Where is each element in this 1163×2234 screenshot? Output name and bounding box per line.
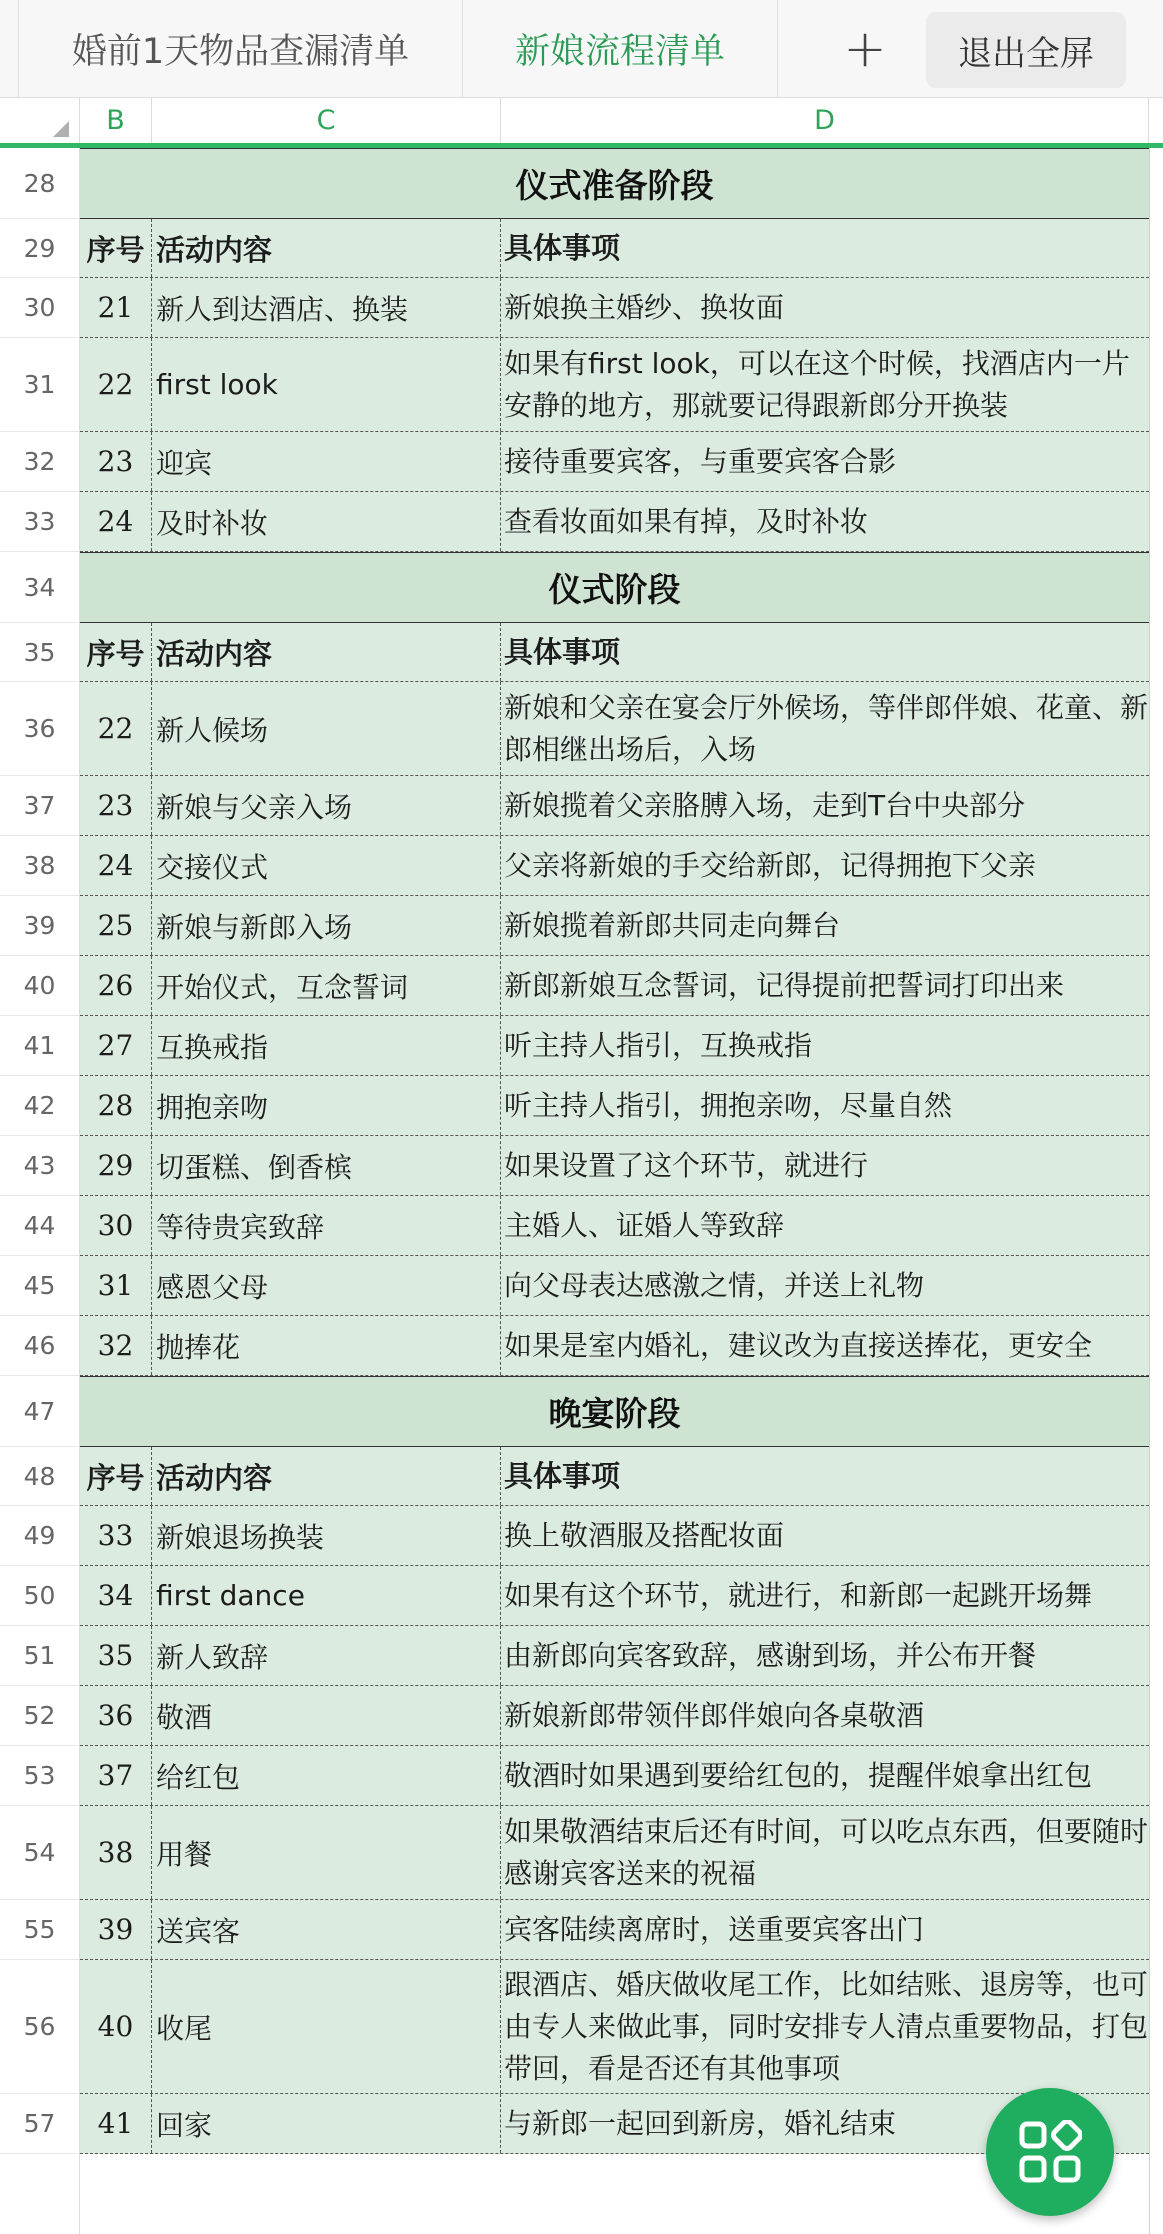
cell-detail[interactable]: 向父母表达感激之情，并送上礼物 [504,1268,925,1302]
row-number[interactable]: 53 [0,1746,79,1806]
cell-detail[interactable]: 新娘换主婚纱、换妆面 [504,290,785,324]
grid-apps-icon [1018,2120,1082,2184]
select-all-corner[interactable] [0,98,80,143]
cell-number[interactable]: 31 [80,1256,152,1315]
exit-fullscreen-button[interactable]: 退出全屏 [926,12,1126,88]
row-number[interactable]: 55 [0,1900,79,1960]
row-number[interactable]: 36 [0,682,79,776]
cell-activity[interactable]: 感恩父母 [152,1256,501,1315]
row-number[interactable]: 45 [0,1256,79,1316]
cell-activity[interactable]: 活动内容 [152,623,501,681]
cell-number[interactable]: 序号 [80,1447,152,1505]
cell-detail[interactable]: 具体事项 [504,1459,621,1493]
cell-detail[interactable]: 换上敬酒服及搭配妆面 [504,1518,785,1552]
column-header-b[interactable]: B [80,98,152,143]
table-row [80,896,1149,956]
cell-detail[interactable]: 新郎新娘互念誓词，记得提前把誓词打印出来 [504,968,1065,1002]
row-number[interactable]: 51 [0,1626,79,1686]
cell-activity[interactable]: 用餐 [152,1806,501,1899]
cell-activity[interactable]: 活动内容 [152,1447,501,1505]
cell-number[interactable]: 41 [80,2094,152,2153]
section-title-row[interactable]: 仪式准备阶段 [80,148,1149,219]
row-number-gutter [0,148,80,2234]
cell-activity[interactable]: 新人致辞 [152,1626,501,1685]
table-row [80,338,1149,432]
cell-detail[interactable]: 如果有这个环节，就进行，和新郎一起跳开场舞 [504,1578,1093,1612]
table-row [80,1136,1149,1196]
table-row [80,1016,1149,1076]
cell-detail[interactable]: 敬酒时如果遇到要给红包的，提醒伴娘拿出红包 [504,1758,1093,1792]
cell-number[interactable]: 序号 [80,623,152,681]
cell-number[interactable]: 39 [80,1900,152,1959]
row-number[interactable]: 38 [0,836,79,896]
cell-activity[interactable]: 新娘退场换装 [152,1506,501,1565]
cell-activity[interactable]: first dance [152,1566,501,1625]
cell-detail[interactable]: 新娘新郎带领伴郎伴娘向各桌敬酒 [504,1698,925,1732]
cell-detail[interactable]: 宾客陆续离席时，送重要宾客出门 [504,1912,925,1946]
apps-floating-button[interactable] [986,2088,1114,2216]
sheet-tab-bar [0,0,1163,98]
column-header [0,98,1163,148]
cell-detail[interactable]: 如果敬酒结束后还有时间，可以吃点东西，但要随时感谢宾客送来的祝福 [504,1814,1149,1890]
cell-number[interactable]: 28 [80,1076,152,1135]
cell-number[interactable]: 33 [80,1506,152,1565]
table-row [80,492,1149,552]
row-number[interactable]: 40 [0,956,79,1016]
tab-bride-process[interactable]: 新娘流程清单 [463,0,778,97]
cell-number[interactable]: 24 [80,492,152,551]
cell-number[interactable]: 24 [80,836,152,895]
cell-detail[interactable]: 听主持人指引，互换戒指 [504,1028,813,1062]
cell-detail[interactable]: 如果设置了这个环节，就进行 [504,1148,869,1182]
cell-number[interactable]: 38 [80,1806,152,1899]
cell-number[interactable]: 37 [80,1746,152,1805]
cell-activity[interactable]: 拥抱亲吻 [152,1076,501,1135]
table-row [80,776,1149,836]
cell-activity[interactable]: 新人候场 [152,682,501,775]
row-number[interactable]: 31 [0,338,79,432]
row-number[interactable]: 54 [0,1806,79,1900]
add-sheet-icon[interactable]: + [843,18,887,79]
row-number[interactable]: 30 [0,278,79,338]
row-number[interactable]: 29 [0,219,79,278]
cell-number[interactable]: 29 [80,1136,152,1195]
cell-number[interactable]: 32 [80,1316,152,1375]
cell-detail[interactable]: 主婚人、证婚人等致辞 [504,1208,785,1242]
row-number[interactable]: 33 [0,492,79,552]
cell-detail[interactable]: 与新郎一起回到新房，婚礼结束 [504,2106,897,2140]
cell-number[interactable]: 21 [80,278,152,337]
table-row [80,1256,1149,1316]
cell-activity[interactable]: 新人到达酒店、换装 [152,278,501,337]
table-row [80,1960,1149,2094]
cell-number[interactable]: 22 [80,338,152,431]
table-row [80,682,1149,776]
cell-detail[interactable]: 如果是室内婚礼，建议改为直接送捧花，更安全 [504,1328,1093,1362]
row-number[interactable]: 34 [0,552,79,623]
table-row [80,1900,1149,1960]
cell-number[interactable]: 25 [80,896,152,955]
cell-detail[interactable]: 新娘和父亲在宴会厅外候场，等伴郎伴娘、花童、新郎相继出场后，入场 [504,690,1149,766]
row-number[interactable]: 46 [0,1316,79,1376]
table-row [80,1686,1149,1746]
table-header-row [80,623,1149,682]
cell-detail[interactable]: 如果有first look，可以在这个时候，找酒店内一片安静的地方，那就要记得跟新郎分开换装 [504,346,1130,422]
cell-detail[interactable]: 具体事项 [504,231,621,265]
table-row [80,1196,1149,1256]
cell-activity[interactable]: first look [152,338,501,431]
table-row [80,1746,1149,1806]
row-number[interactable]: 37 [0,776,79,836]
table-row [80,1316,1149,1376]
column-header-c[interactable]: C [152,98,501,143]
cell-detail[interactable]: 跟酒店、婚庆做收尾工作，比如结账、退房等，也可由专人来做此事，同时安排专人清点重要物品，打包带回，看是否还有其他事项 [504,1967,1149,2085]
cell-number[interactable]: 40 [80,1960,152,2093]
column-header-d[interactable]: D [501,98,1149,143]
cell-activity[interactable]: 及时补妆 [152,492,501,551]
cell-activity[interactable]: 新娘与新郎入场 [152,896,501,955]
tab-checklist[interactable]: 婚前1天物品查漏清单 [18,0,463,97]
row-number[interactable]: 48 [0,1447,79,1506]
cell-number[interactable]: 26 [80,956,152,1015]
cell-activity[interactable]: 等待贵宾致辞 [152,1196,501,1255]
cell-number[interactable]: 序号 [80,219,152,277]
cell-activity[interactable]: 切蛋糕、倒香槟 [152,1136,501,1195]
row-number[interactable]: 52 [0,1686,79,1746]
cell-number[interactable]: 36 [80,1686,152,1745]
corner-triangle-icon [53,121,69,137]
table-row [80,432,1149,492]
row-number[interactable]: 28 [0,148,79,219]
cell-activity[interactable]: 互换戒指 [152,1016,501,1075]
row-number[interactable]: 43 [0,1136,79,1196]
row-number[interactable]: 49 [0,1506,79,1566]
cell-activity[interactable]: 活动内容 [152,219,501,277]
cell-detail[interactable]: 查看妆面如果有掉，及时补妆 [504,504,869,538]
table-row [80,278,1149,338]
table-row [80,1626,1149,1686]
cell-activity[interactable]: 新娘与父亲入场 [152,776,501,835]
row-number[interactable]: 39 [0,896,79,956]
table-header-row [80,1447,1149,1506]
table-header-row [80,219,1149,278]
sheet-right-edge [1149,148,1163,2234]
row-number[interactable]: 57 [0,2094,79,2154]
table-row [80,1806,1149,1900]
table-row [80,1076,1149,1136]
cell-activity[interactable]: 收尾 [152,1960,501,2093]
cell-detail[interactable]: 由新郎向宾客致辞，感谢到场，并公布开餐 [504,1638,1037,1672]
table-row [80,1566,1149,1626]
row-number[interactable]: 42 [0,1076,79,1136]
table-row [80,836,1149,896]
row-number[interactable]: 56 [0,1960,79,2094]
cell-detail[interactable]: 新娘揽着父亲胳膊入场，走到T台中央部分 [504,788,1026,822]
row-number[interactable]: 47 [0,1376,79,1447]
cell-detail[interactable]: 新娘揽着新郎共同走向舞台 [504,908,841,942]
cell-activity[interactable]: 交接仪式 [152,836,501,895]
cell-number[interactable]: 27 [80,1016,152,1075]
cell-number[interactable]: 22 [80,682,152,775]
cell-activity[interactable]: 敬酒 [152,1686,501,1745]
table-row [80,1506,1149,1566]
cell-number[interactable]: 23 [80,432,152,491]
cell-activity[interactable]: 抛捧花 [152,1316,501,1375]
cell-activity[interactable]: 送宾客 [152,1900,501,1959]
row-number[interactable]: 32 [0,432,79,492]
cell-activity[interactable]: 回家 [152,2094,501,2153]
section-title-row[interactable]: 晚宴阶段 [80,1376,1149,1447]
row-number[interactable]: 50 [0,1566,79,1626]
cell-detail[interactable]: 父亲将新娘的手交给新郎，记得拥抱下父亲 [504,848,1037,882]
row-number[interactable]: 44 [0,1196,79,1256]
table-row [80,956,1149,1016]
row-number[interactable]: 41 [0,1016,79,1076]
cell-activity[interactable]: 开始仪式，互念誓词 [152,956,501,1015]
section-title-row[interactable]: 仪式阶段 [80,552,1149,623]
cell-number[interactable]: 34 [80,1566,152,1625]
cell-number[interactable]: 30 [80,1196,152,1255]
cell-number[interactable]: 35 [80,1626,152,1685]
cell-activity[interactable]: 迎宾 [152,432,501,491]
cell-activity[interactable]: 给红包 [152,1746,501,1805]
cell-detail[interactable]: 接待重要宾客，与重要宾客合影 [504,444,897,478]
row-number[interactable]: 35 [0,623,79,682]
cell-detail[interactable]: 听主持人指引，拥抱亲吻，尽量自然 [504,1088,953,1122]
cell-detail[interactable]: 具体事项 [504,635,621,669]
cell-number[interactable]: 23 [80,776,152,835]
